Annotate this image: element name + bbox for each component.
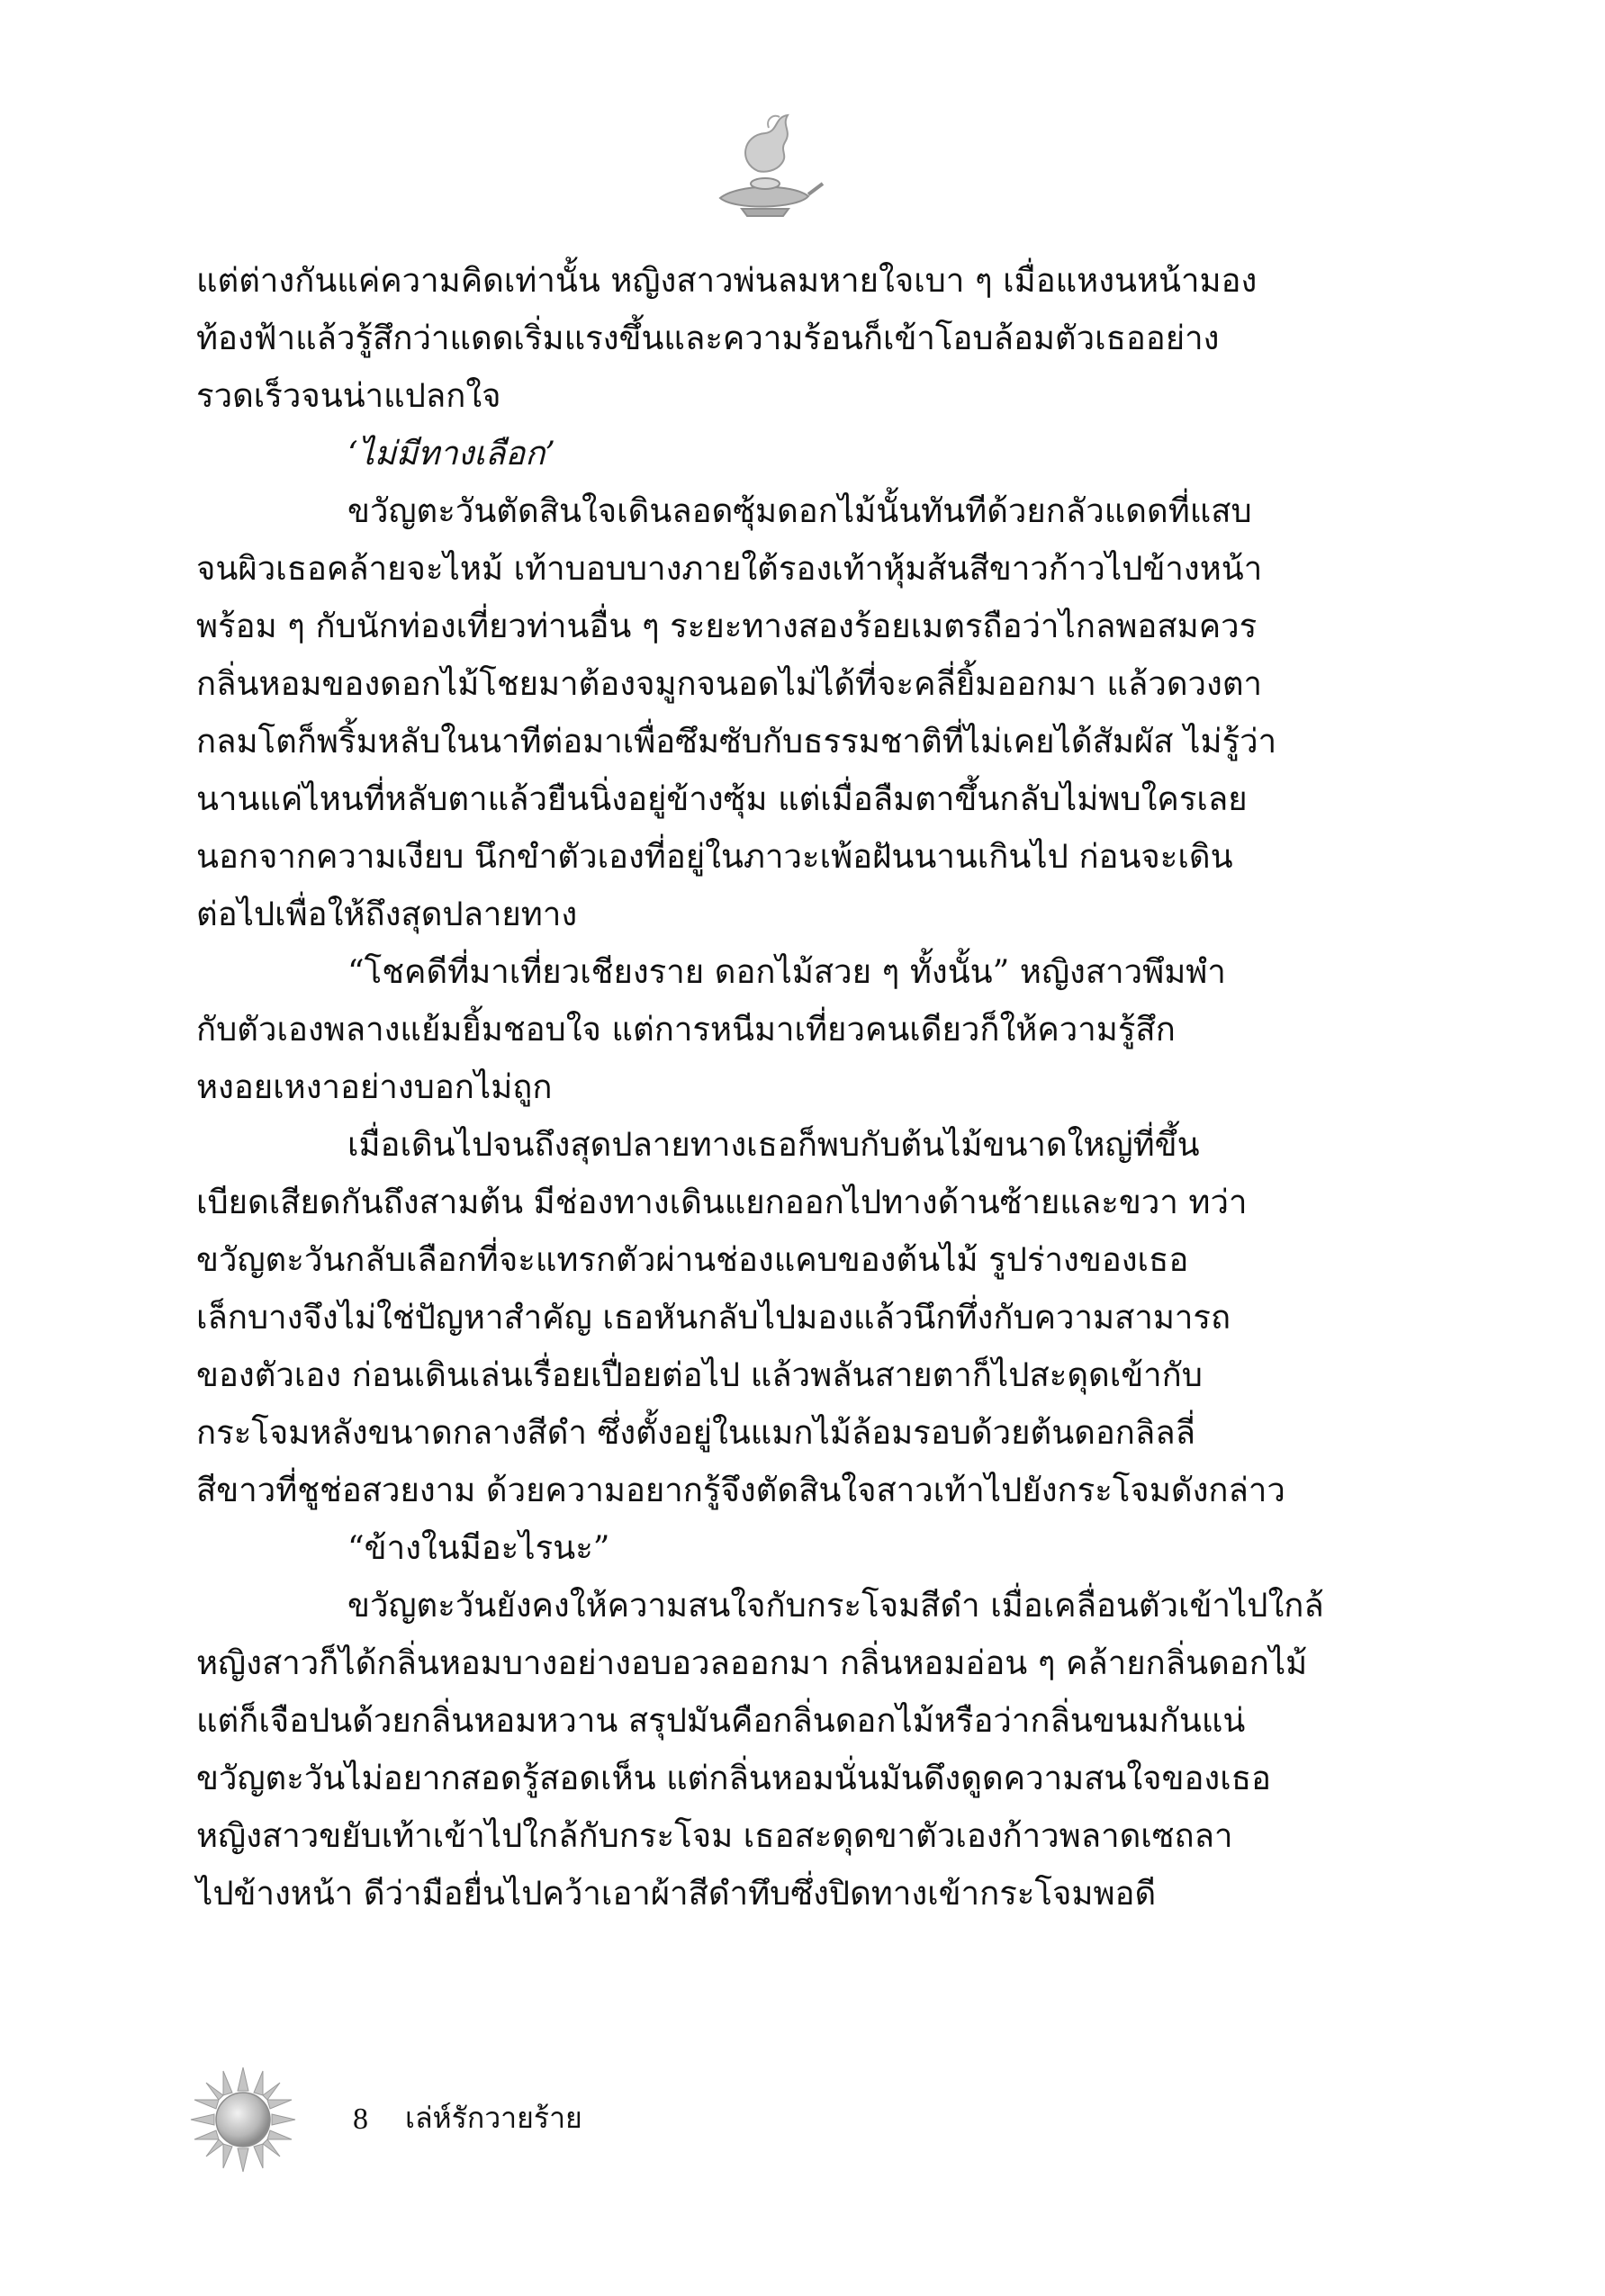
paragraph-line: นอกจากความเงียบ นึกขำตัวเองที่อยู่ในภาวะเพ้อฝันนานเกินไป ก่อนจะเดิน [196,837,1233,876]
paragraph-line: พร้อม ๆ กับนักท่องเที่ยวท่านอื่น ๆ ระยะทางสองร้อยเมตรถือว่าไกลพอสมควร [196,607,1258,645]
paragraph-line: ขวัญตะวันกลับเลือกที่จะแทรกตัวผ่านช่องแคบของต้นไม้ รูปร่างของเธอ [196,1240,1189,1279]
paragraph-line: แต่ต่างกันแค่ความคิดเท่านั้น หญิงสาวพ่นลมหายใจเบา ๆ เมื่อแหงนหน้ามอง [196,261,1258,300]
paragraph-line: กลมโตก็พริ้มหลับในนาทีต่อมาเพื่อซึมซับกับธรรมชาติที่ไม่เคยได้สัมผัส ไม่รู้ว่า [196,722,1277,761]
paragraph-line: เล็กบางจึงไม่ใช่ปัญหาสำคัญ เธอหันกลับไปมองแล้วนึกทึ่งกับความสามารถ [196,1298,1231,1337]
paragraph-line: นานแค่ไหนที่หลับตาแล้วยืนนิ่งอยู่ข้างซุ้ม แต่เมื่อลืมตาขึ้นกลับไม่พบใครเลย [196,779,1248,818]
genie-lamp-icon [702,108,828,225]
paragraph-line: ของตัวเอง ก่อนเดินเล่นเรื่อยเปื่อยต่อไป แล้วพลันสายตาก็ไปสะดุดเข้ากับ [196,1355,1203,1394]
dialogue-line: “ข้างในมีอะไรนะ” [347,1528,610,1567]
paragraph-line: หญิงสาวขยับเท้าเข้าไปใกล้กับกระโจม เธอสะดุดขาตัวเองก้าวพลาดเซถลา [196,1816,1233,1855]
paragraph-line: สีขาวที่ชูช่อสวยงาม ด้วยความอยากรู้จึงตัดสินใจสาวเท้าไปยังกระโจมดังกล่าว [196,1471,1285,1509]
page-footer [189,2066,729,2183]
paragraph-line: ขวัญตะวันตัดสินใจเดินลอดซุ้มดอกไม้นั้นทันทีด้วยกลัวแดดที่แสบ [347,491,1252,530]
paragraph-line: กับตัวเองพลางแย้มยิ้มชอบใจ แต่การหนีมาเที่ยวคนเดียวก็ให้ความรู้สึก [196,1010,1176,1049]
paragraph-line: เบียดเสียดกันถึงสามต้น มีช่องทางเดินแยกออกไปทางด้านซ้ายและขวา ทว่า [196,1183,1248,1221]
paragraph-line: รวดเร็วจนน่าแปลกใจ [196,376,501,415]
body-text [0,252,1605,2052]
sun-icon [189,2066,297,2174]
paragraph-line: หงอยเหงาอย่างบอกไม่ถูก [196,1067,553,1106]
paragraph-line: หญิงสาวก็ได้กลิ่นหอมบางอย่างอบอวลออกมา กลิ่นหอมอ่อน ๆ คล้ายกลิ่นดอกไม้ [196,1643,1308,1682]
paragraph-line: กระโจมหลังขนาดกลางสีดำ ซึ่งตั้งอยู่ในแมกไม้ล้อมรอบด้วยต้นดอกลิลลี่ [196,1413,1195,1452]
paragraph-line: กลิ่นหอมของดอกไม้โชยมาต้องจมูกจนอดไม่ได้ที่จะคลี่ยิ้มออกมา แล้วดวงตา [196,664,1263,703]
page-number: 8 [353,2102,368,2136]
book-title: เล่ห์รักวายร้าย [405,2101,582,2135]
paragraph-line: ท้องฟ้าแล้วรู้สึกว่าแดดเริ่มแรงขึ้นและความร้อนก็เข้าโอบล้อมตัวเธออย่าง [196,319,1220,357]
paragraph-line: เมื่อเดินไปจนถึงสุดปลายทางเธอก็พบกับต้นไม้ขนาดใหญ่ที่ขึ้น [347,1125,1200,1164]
paragraph-line: ขวัญตะวันไม่อยากสอดรู้สอดเห็น แต่กลิ่นหอมนั่นมันดึงดูดความสนใจของเธอ [196,1759,1271,1797]
paragraph-line: จนผิวเธอคล้ายจะไหม้ เท้าบอบบางภายใต้รองเท้าหุ้มส้นสีขาวก้าวไปข้างหน้า [196,549,1263,588]
paragraph-line: ต่อไปเพื่อให้ถึงสุดปลายทาง [196,895,578,933]
paragraph-line: ขวัญตะวันยังคงให้ความสนใจกับกระโจมสีดำ เมื่อเคลื่อนตัวเข้าไปใกล้ [347,1586,1324,1625]
dialogue-line: “โชคดีที่มาเที่ยวเชียงราย ดอกไม้สวย ๆ ทั้งนั้น” หญิงสาวพึมพำ [347,952,1226,991]
thought-line: ‘ไม่มีทางเลือก’ [347,434,555,473]
paragraph-line: แต่ก็เจือปนด้วยกลิ่นหอมหวาน สรุปมันคือกลิ่นดอกไม้หรือว่ากลิ่นขนมกันแน่ [196,1701,1246,1740]
paragraph-line: ไปข้างหน้า ดีว่ามือยื่นไปคว้าเอาผ้าสีดำทึบซึ่งปิดทางเข้ากระโจมพอดี [196,1874,1157,1913]
